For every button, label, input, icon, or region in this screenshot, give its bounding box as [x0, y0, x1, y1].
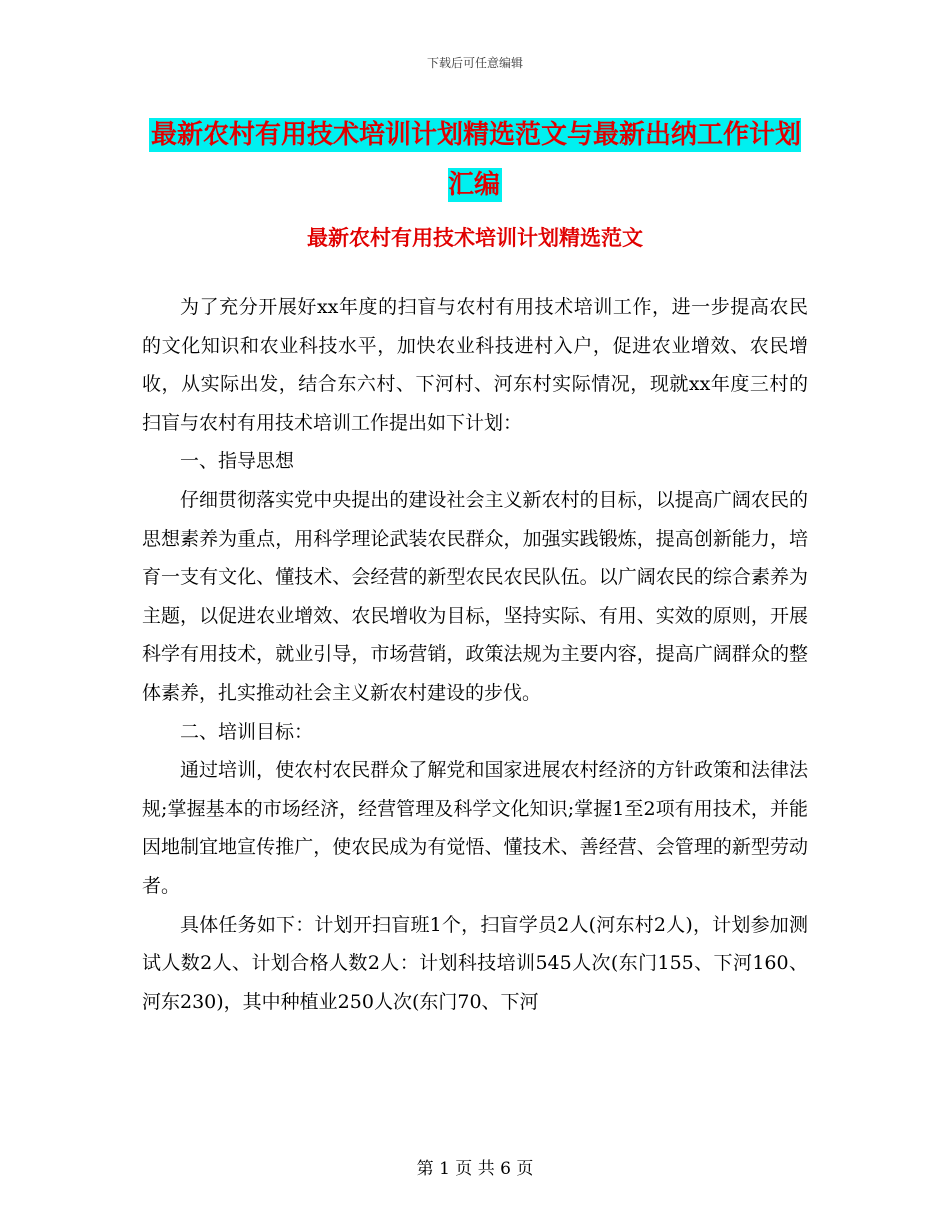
header-note: 下载后可任意编辑	[426, 56, 523, 70]
paragraph-guiding-ideology: 仔细贯彻落实党中央提出的建设社会主义新农村的目标，以提高广阔农民的思想素养为重点，用科学理论武装农民群众，加强实践锻炼，提高创新能力，培育一支有文化、懂技术、会经营的新型农民农民队伍。以广阔农民的综合素养为主题，以促进农业增效、农民增收为目标，坚持实际、有用、实效的原则，开展科学有用技术，就业引导，市场营销，政策法规为主要内容，提高广阔群众的整体素养，扎实推动社会主义新农村建设的步伐。	[142, 488, 808, 704]
heading-guiding-ideology: 一、指导思想	[180, 450, 295, 473]
section-title: 最新农村有用技术培训计划精选范文	[307, 226, 643, 250]
paragraph-training-goals: 通过培训，使农村农民群众了解党和国家进展农村经济的方针政策和法律法规;掌握基本的市场经济，经营管理及科学文化知识;掌握1至2项有用技术，并能因地制宜地宣传推广，使农民成为有觉悟、懂技术、善经营、会管理的新型劳动者。	[142, 759, 808, 897]
heading-training-goals: 二、培训目标：	[180, 720, 314, 743]
paragraph-specific-tasks: 具体任务如下：计划开扫盲班1个，扫盲学员2人(河东村2人)，计划参加测试人数2人、计划合格人数2人：计划科技培训545人次(东门155、下河160、河东230)，其中种植业250人次(东门70、下河	[142, 913, 808, 1013]
document-title	[145, 110, 805, 210]
document-title-text: 最新农村有用技术培训计划精选范文与最新出纳工作计划汇编	[150, 120, 801, 200]
paragraph-intro: 为了充分开展好xx年度的扫盲与农村有用技术培训工作，进一步提高农民的文化知识和农业科技水平，加快农业科技进村入户，促进农业增效、农民增收，从实际出发，结合东六村、下河村、河东村实际情况，现就xx年度三村的扫盲与农村有用技术培训工作提出如下计划：	[142, 296, 808, 434]
document-body	[142, 288, 808, 1021]
page-number: 第 1 页 共 6 页	[416, 1159, 534, 1179]
